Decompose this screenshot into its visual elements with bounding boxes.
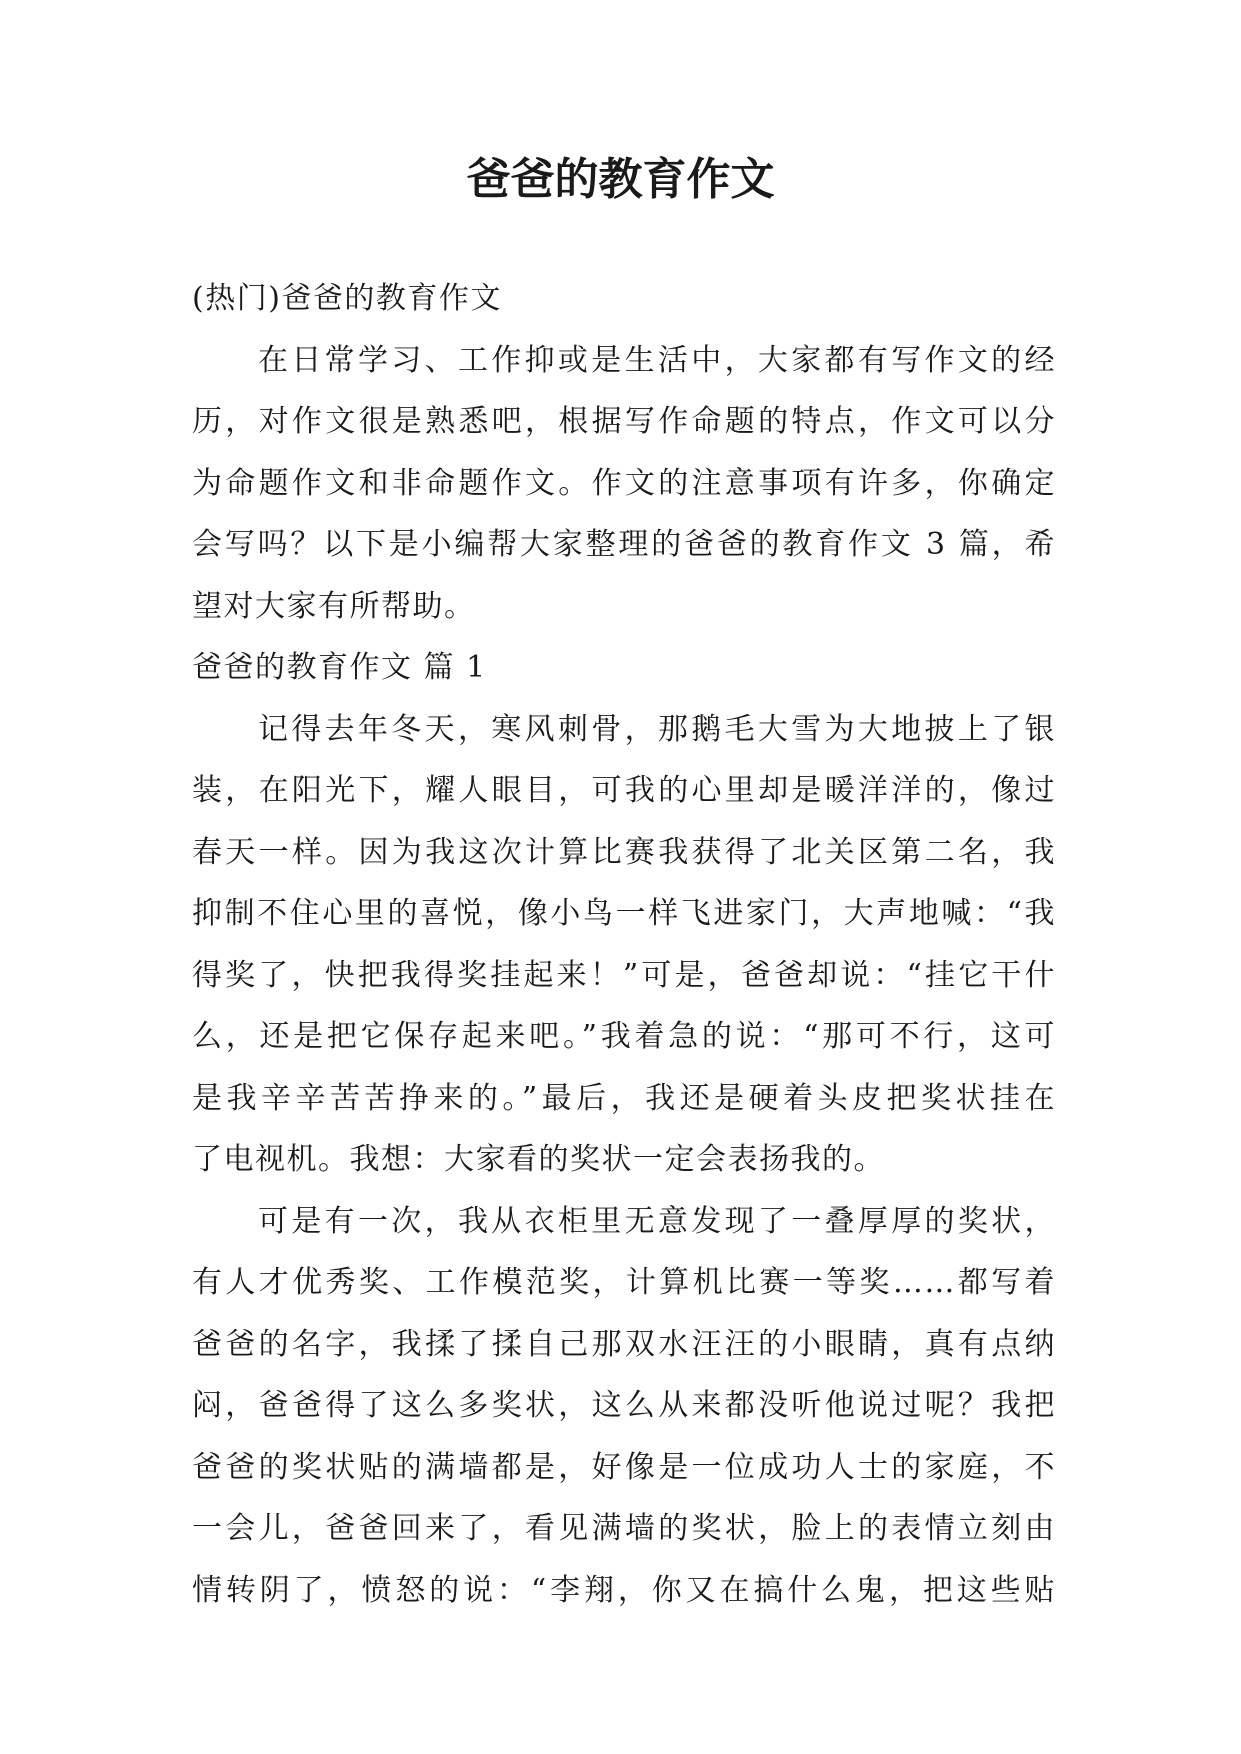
document-body — [192, 268, 1056, 1621]
text-line: 爸爸的奖状贴的满墙都是，好像是一位成功人士的家庭，不 — [192, 1449, 1056, 1485]
text-line: 装，在阳光下，耀人眼目，可我的心里却是暖洋洋的，像过 — [192, 773, 1056, 808]
text-line: 春天一样。因为我这次计算比赛我获得了北关区第二名，我 — [192, 834, 1056, 870]
text-line: 为命题作文和非命题作文。作文的注意事项有许多，你确定 — [192, 465, 1056, 501]
text-line: 会写吗？以下是小编帮大家整理的爸爸的教育作文 3 篇，希 — [192, 527, 1056, 562]
text-line: 在日常学习、工作抑或是生活中，大家都有写作文的经 — [258, 342, 1056, 378]
text-line: (热门)爸爸的教育作文 — [192, 281, 502, 316]
text-line: 情转阴了，愤怒的说：“李翔，你又在搞什么鬼，把这些贴 — [192, 1572, 1056, 1608]
text-line: 历，对作文很是熟悉吧，根据写作命题的特点，作文可以分 — [192, 404, 1056, 439]
text-line: 抑制不住心里的喜悦，像小鸟一样飞进家门，大声地喊：“我 — [192, 896, 1056, 931]
text-line: 爸爸的名字，我揉了揉自己那双水汪汪的小眼睛，真有点纳 — [192, 1326, 1056, 1362]
text-line: 么，还是把它保存起来吧。”我着急的说：“那可不行，这可 — [192, 1019, 1056, 1054]
text-line: 可是有一次，我从衣柜里无意发现了一叠厚厚的奖状， — [258, 1203, 1056, 1239]
text-line: 望对大家有所帮助。 — [192, 588, 476, 624]
text-line: 有人才优秀奖、工作模范奖，计算机比赛一等奖……都写着 — [192, 1265, 1056, 1300]
text-line: 记得去年冬天，寒风刺骨，那鹅毛大雪为大地披上了银 — [258, 711, 1056, 747]
document-title: 爸爸的教育作文 — [466, 154, 775, 205]
text-line: 一会儿，爸爸回来了，看见满墙的奖状，脸上的表情立刻由 — [192, 1511, 1056, 1546]
text-line: 了电视机。我想：大家看的奖状一定会表扬我的。 — [192, 1142, 885, 1177]
text-line: 爸爸的教育作文 篇 1 — [192, 650, 487, 685]
text-line: 闷，爸爸得了这么多奖状，这么从来都没听他说过呢？我把 — [192, 1388, 1056, 1423]
text-line: 得奖了，快把我得奖挂起来！”可是，爸爸却说：“挂它干什 — [192, 957, 1056, 993]
text-line: 是我辛辛苦苦挣来的。”最后，我还是硬着头皮把奖状挂在 — [192, 1080, 1056, 1116]
